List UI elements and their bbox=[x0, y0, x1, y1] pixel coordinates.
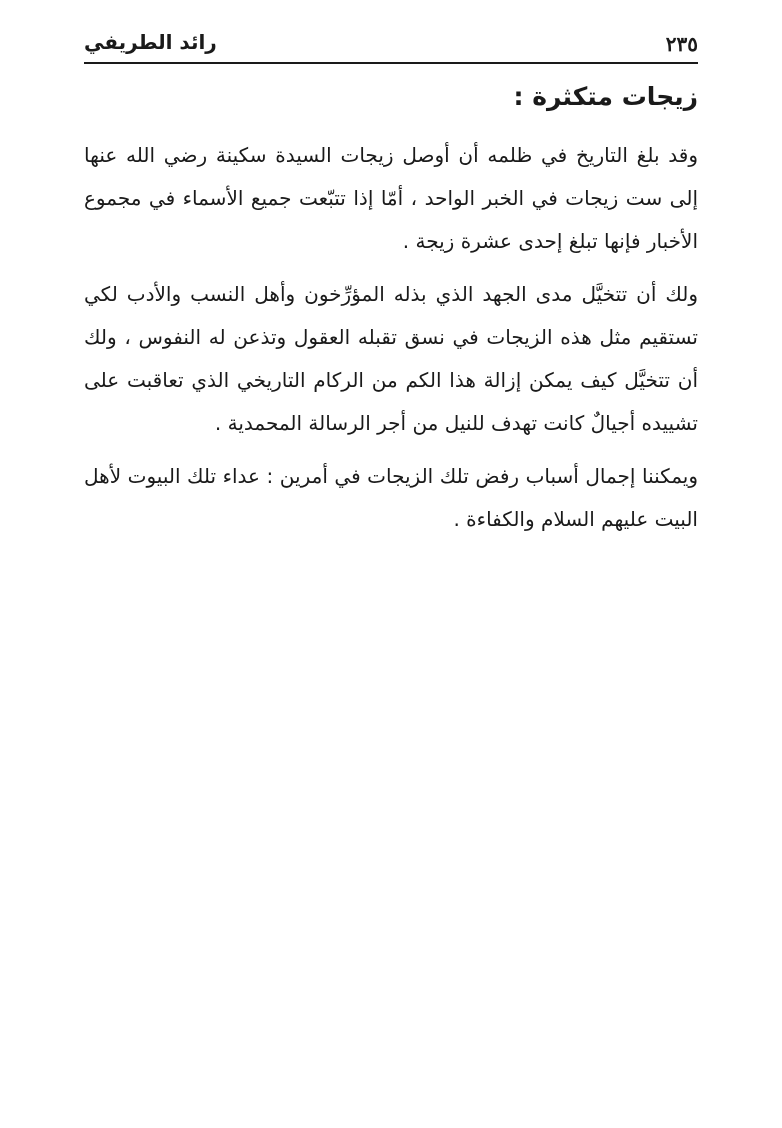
paragraph: ويمكننا إجمال أسباب رفض تلك الزيجات في أمرين : عداء تلك البيوت لأهل البيت عليهم السلام والكفاءة . bbox=[84, 464, 698, 531]
page-number: ٢٣٥ bbox=[665, 32, 698, 56]
running-title: رائد الطريفي bbox=[84, 30, 217, 54]
header-rule bbox=[84, 62, 698, 64]
running-header bbox=[84, 26, 698, 62]
paragraph: وقد بلغ التاريخ في ظلمه أن أوصل زيجات السيدة سكينة رضي الله عنها إلى ست زيجات في الخبر الواحد ، أمّا إذا تتبّعت جميع الأسماء في مجموع الأخبار فإنها تبلغ إحدى عشرة زيجة . bbox=[84, 143, 698, 253]
paragraph: ولك أن تتخيَّل مدى الجهد الذي بذله المؤرِّخون وأهل النسب والأدب لكي تستقيم مثل هذه الزيجات في نسق تقبله العقول وتذعن له النفوس ، ولك أن تتخيَّل كيف يمكن إزالة هذا الكم من الركام التاريخي الذي تعاقبت على تشييده أجيالٌ كانت تهدف للنيل من أجر الرسالة المحمدية . bbox=[84, 282, 698, 435]
section-heading: زيجات متكثرة : bbox=[513, 82, 698, 111]
body-text bbox=[84, 134, 698, 551]
